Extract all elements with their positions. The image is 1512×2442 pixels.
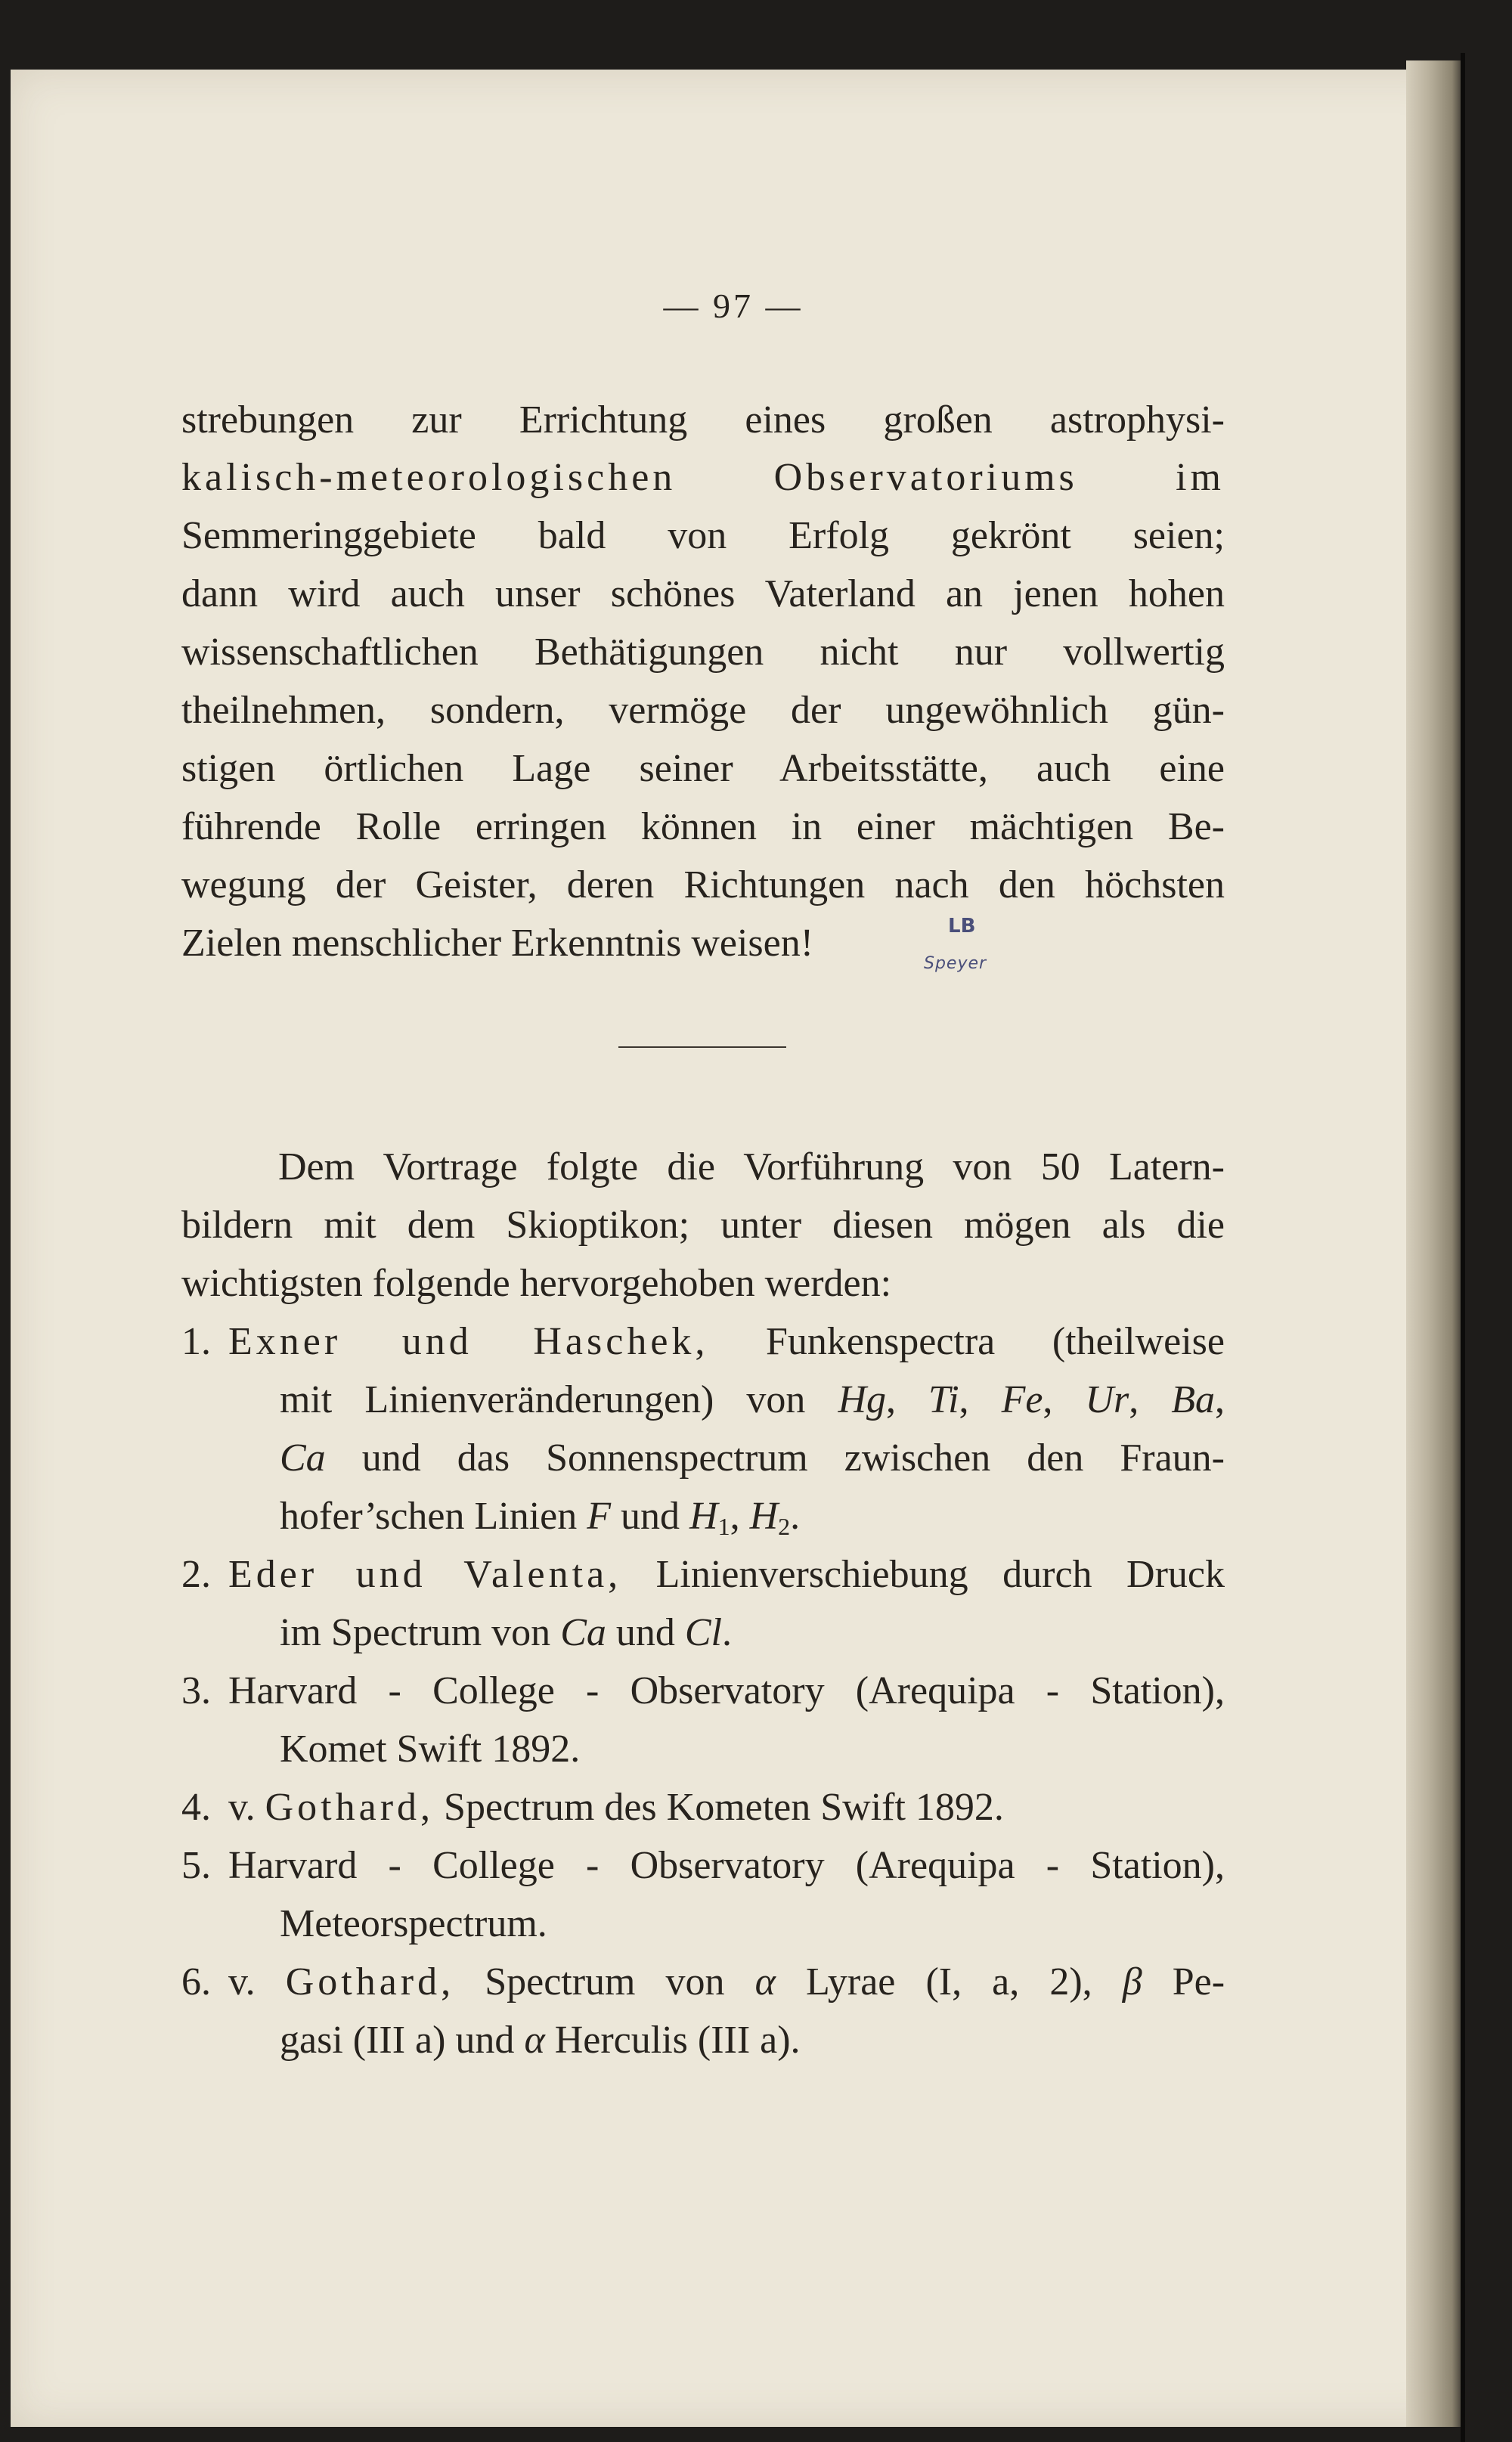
element-symbol: Cl bbox=[684, 1611, 723, 1654]
list-item-line: Meteorspectrum. bbox=[280, 1902, 547, 1945]
separator: , bbox=[1129, 1378, 1172, 1421]
list-number: 4. bbox=[181, 1786, 211, 1829]
greek-letter: α bbox=[754, 1960, 776, 2003]
list-item-line: Komet Swift 1892. bbox=[280, 1728, 581, 1771]
list-number: 1. bbox=[181, 1320, 211, 1363]
element-symbol: Ca bbox=[280, 1436, 326, 1480]
item-text: hofer’schen Linien bbox=[280, 1495, 587, 1538]
list-item: Harvard - College - Observatory (Arequipa - Station), bbox=[228, 1844, 1225, 1887]
item-text: gasi (III a) und bbox=[280, 2019, 525, 2062]
text-line: Dem Vortrage folgte die Vorführung von 50 Latern- bbox=[278, 1145, 1225, 1188]
text-line: Zielen menschlicher Erkenntnis weisen! bbox=[181, 922, 814, 965]
item-prefix: v. bbox=[228, 1960, 286, 2003]
list-item bbox=[228, 1788, 1004, 1827]
library-stamp bbox=[921, 915, 1004, 983]
item-text: Lyrae (I, a, 2), bbox=[775, 1960, 1123, 2003]
line-symbol: H bbox=[749, 1495, 779, 1538]
list-number: 6. bbox=[181, 1960, 211, 2003]
separator: . bbox=[790, 1495, 801, 1538]
separator: , bbox=[886, 1378, 929, 1421]
list-item bbox=[228, 1322, 1225, 1362]
stamp-speyer: Speyer bbox=[924, 954, 987, 973]
text-line: Semmeringgebiete bald von Erfolg gekrönt seien; bbox=[181, 514, 1225, 557]
greek-letter: α bbox=[524, 2019, 545, 2062]
list-number: 2. bbox=[181, 1553, 211, 1596]
list-item bbox=[228, 1960, 1225, 2003]
text-line: stigen örtlichen Lage seiner Arbeitsstätte, auch eine bbox=[181, 747, 1225, 790]
stamp-lb: LB bbox=[948, 915, 976, 937]
item-prefix: v. bbox=[228, 1786, 265, 1829]
separator: , bbox=[959, 1378, 1002, 1421]
item-text: Herculis (III a). bbox=[544, 2019, 801, 2062]
element-symbol: Ba bbox=[1171, 1378, 1216, 1421]
text-line: wichtigsten folgende hervorgehoben werden: bbox=[181, 1262, 892, 1305]
item-text: und bbox=[606, 1611, 685, 1654]
text-line: wegung der Geister, deren Richtungen nach den höchsten bbox=[181, 863, 1225, 906]
text-line: kalisch-meteorologischen Observatoriums im bbox=[181, 456, 1225, 499]
item-text: Spectrum von bbox=[485, 1960, 755, 2003]
element-symbol: Ur bbox=[1085, 1378, 1129, 1421]
list-item-line bbox=[280, 2021, 801, 2060]
element-symbol: Fe bbox=[1001, 1378, 1043, 1421]
page-number: — 97 — bbox=[663, 287, 804, 325]
separator: , bbox=[730, 1495, 750, 1538]
separator: , bbox=[1043, 1378, 1086, 1421]
list-number: 3. bbox=[181, 1669, 211, 1712]
item-text: im Spectrum von bbox=[280, 1611, 561, 1654]
author-name: Gothard, bbox=[265, 1786, 435, 1829]
list-item-line bbox=[280, 1378, 1225, 1421]
item-text: Funkenspectra (theilweise bbox=[708, 1320, 1225, 1363]
item-text: mit Linienveränderungen) von bbox=[280, 1378, 838, 1421]
greek-letter: β bbox=[1122, 1960, 1142, 2003]
item-text: und das Sonnenspectrum zwischen den Fraun- bbox=[325, 1436, 1225, 1480]
text-line: bildern mit dem Skioptikon; unter diesen mögen als die bbox=[181, 1204, 1225, 1247]
subscript: 2 bbox=[778, 1513, 791, 1540]
element-symbol: Ca bbox=[560, 1611, 606, 1654]
list-number: 5. bbox=[181, 1844, 211, 1887]
item-text: und bbox=[611, 1495, 689, 1538]
text-line: wissenschaftlichen Bethätigungen nicht nur vollwertig bbox=[181, 631, 1225, 674]
text-line: strebungen zur Errichtung eines großen astrophysi- bbox=[181, 398, 1225, 442]
text-line: dann wird auch unser schönes Vaterland an jenen hohen bbox=[181, 572, 1225, 615]
author-name: Eder und Valenta, bbox=[228, 1553, 622, 1596]
element-symbol: Ti bbox=[928, 1378, 959, 1421]
text-line: theilnehmen, sondern, vermöge der ungewöhnlich gün- bbox=[181, 689, 1225, 732]
text-line: führende Rolle erringen können in einer mächtigen Be- bbox=[181, 805, 1225, 848]
item-text: Spectrum des Kometen Swift 1892. bbox=[434, 1786, 1004, 1829]
line-symbol: H bbox=[689, 1495, 718, 1538]
author-name: Exner und Haschek, bbox=[228, 1320, 709, 1363]
separator: . bbox=[722, 1611, 733, 1654]
author-name: Gothard, bbox=[285, 1960, 455, 2003]
list-item-line bbox=[280, 1497, 800, 1539]
element-symbol: Hg bbox=[838, 1378, 886, 1421]
list-item-line bbox=[280, 1436, 1225, 1480]
list-item: Harvard - College - Observatory (Arequipa - Station), bbox=[228, 1669, 1225, 1712]
list-item bbox=[228, 1555, 1225, 1594]
subscript: 1 bbox=[717, 1513, 730, 1540]
line-symbol: F bbox=[587, 1495, 611, 1538]
section-divider bbox=[618, 1046, 786, 1048]
list-item-line bbox=[280, 1613, 732, 1653]
item-text: Pe- bbox=[1142, 1960, 1225, 2003]
separator: , bbox=[1215, 1378, 1225, 1421]
item-text: Linienverschiebung durch Druck bbox=[621, 1553, 1225, 1596]
